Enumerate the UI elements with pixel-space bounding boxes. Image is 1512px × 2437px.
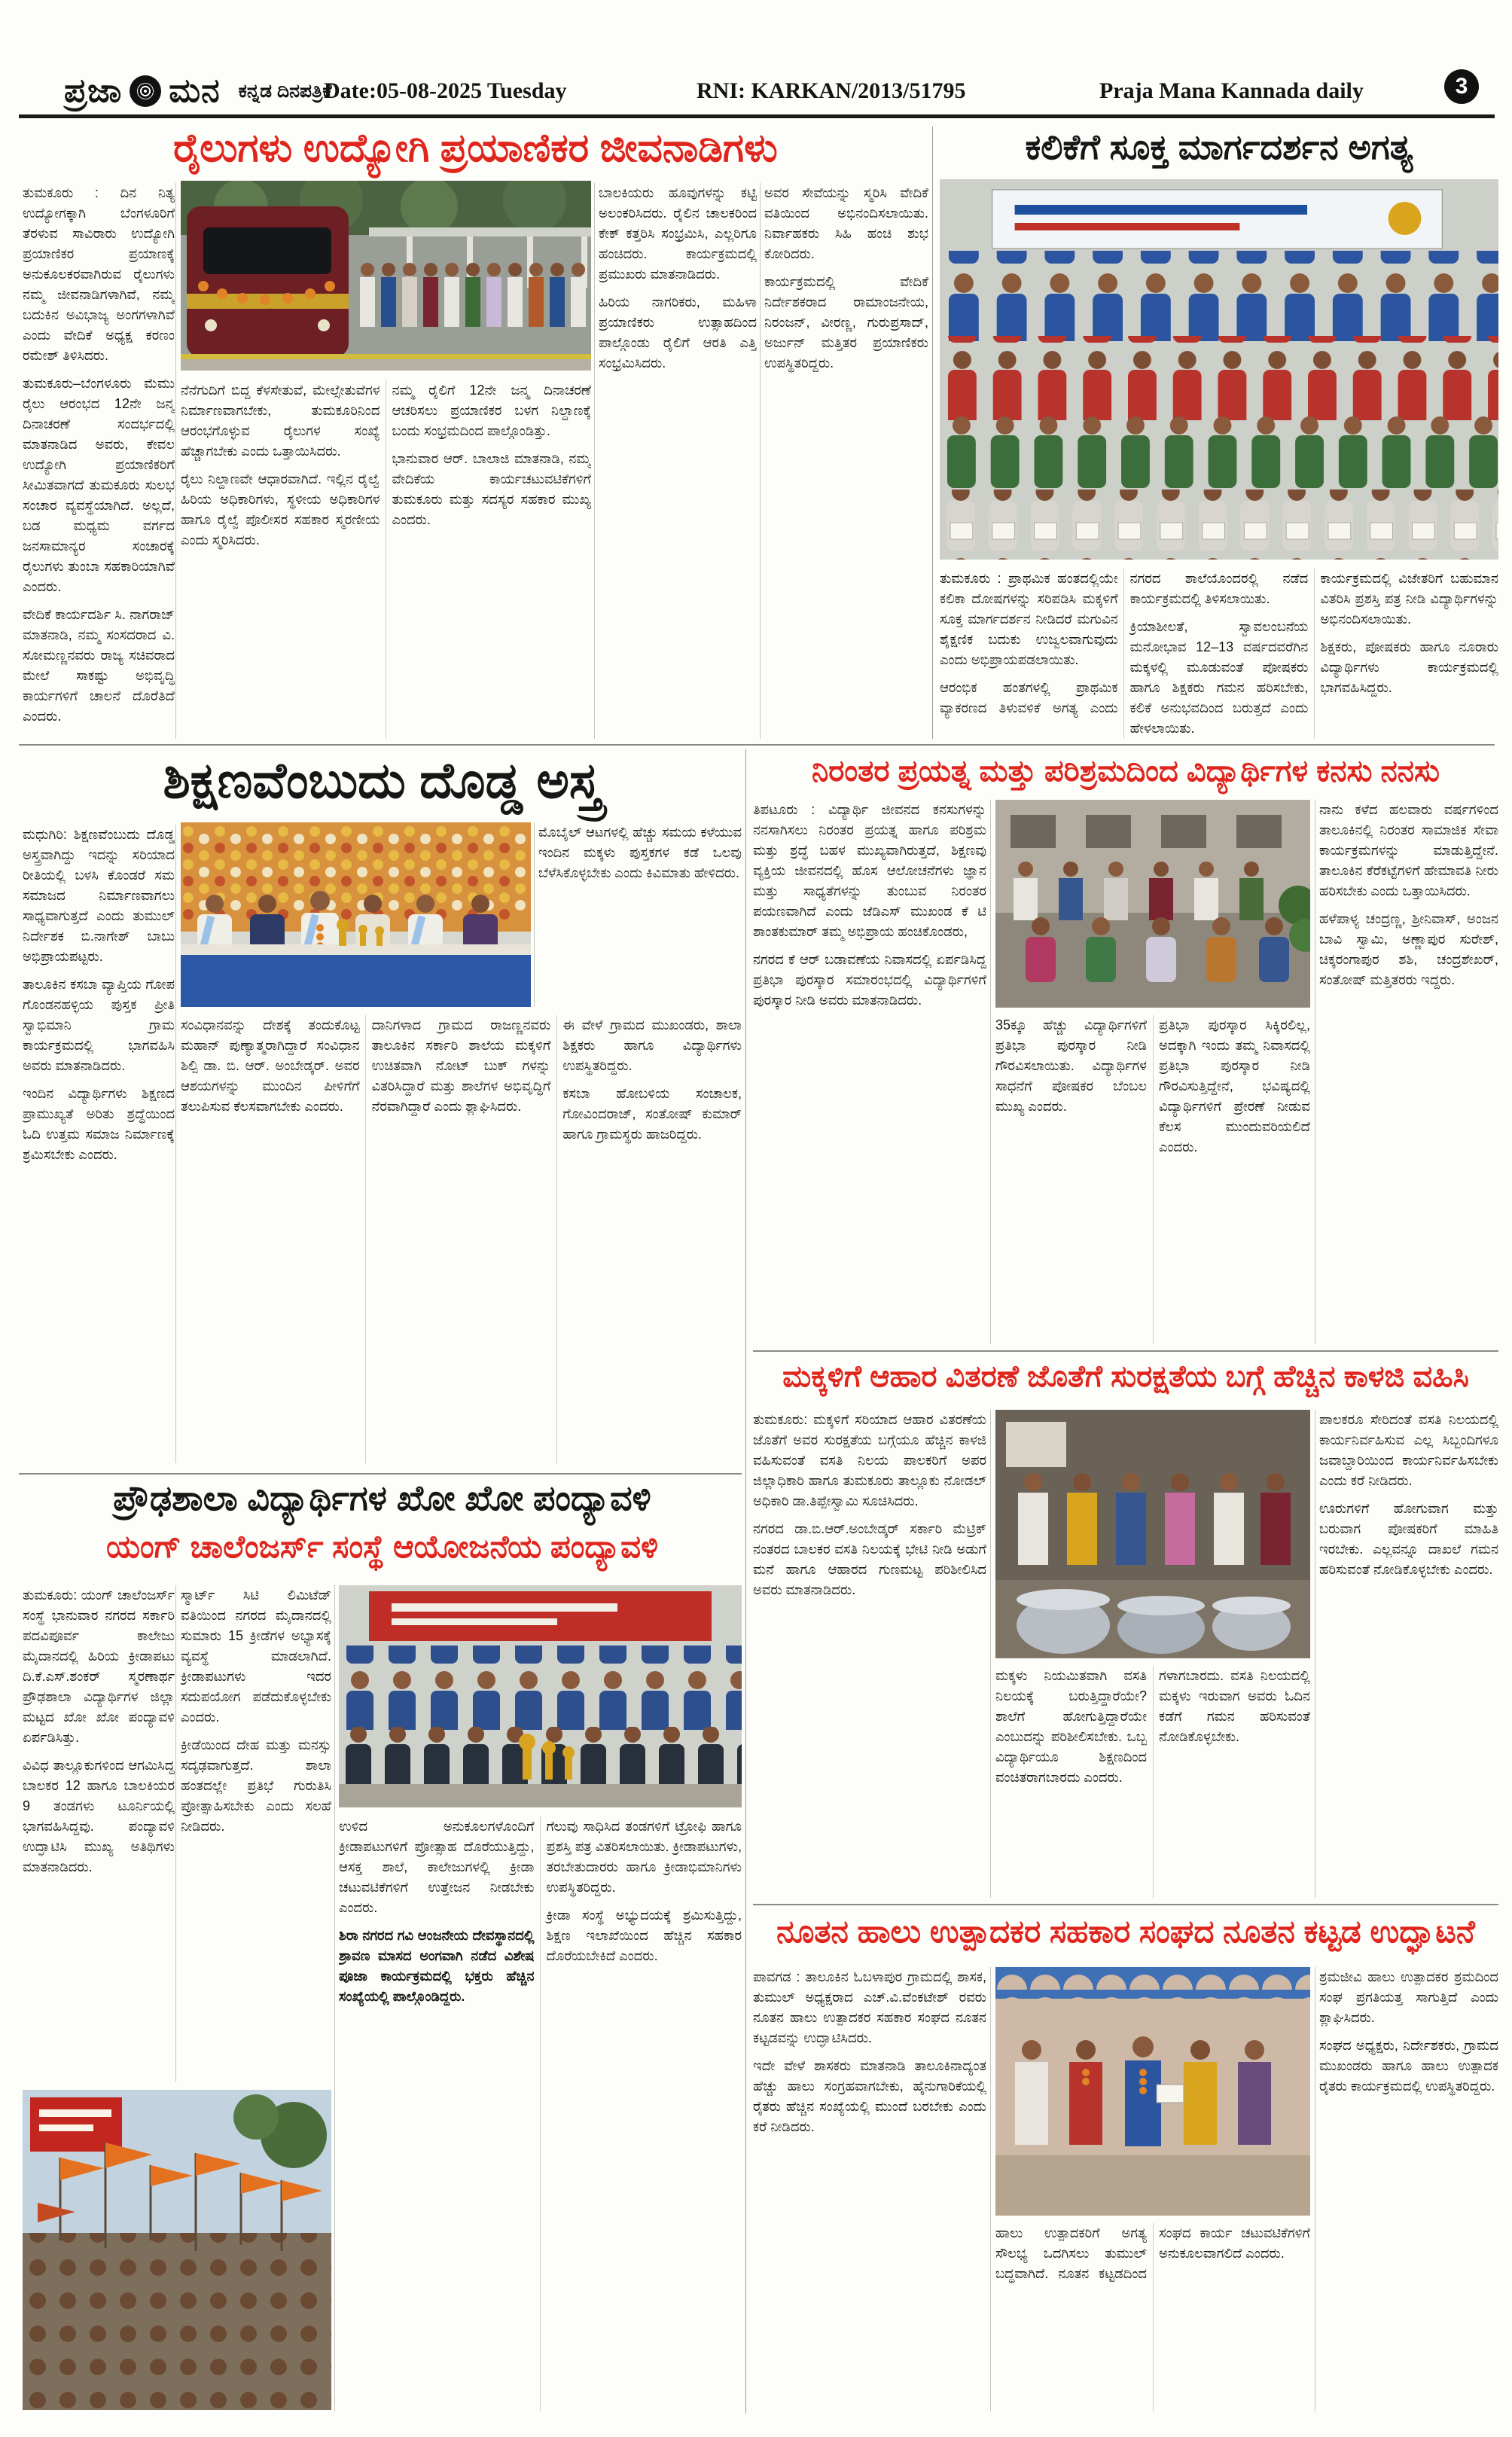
headline-khokho-article: ಪ್ರೌಢಶಾಲಾ ವಿದ್ಯಾರ್ಥಿಗಳ ಖೋ ಖೋ ಪಂದ್ಯಾವಳಿ [113, 1478, 651, 1517]
masthead-subtitle: ಕನ್ನಡ ದಿನಪತ್ರಿಕೆ [238, 80, 332, 102]
khokho-article-column-2 [181, 1585, 331, 2082]
subheadline-khokho-article: ಯಂಗ್ ಚಾಲೆಂಜರ್ಸ್ ಸಂಸ್ಥೆ ಆಯೋಜನೆಯ ಪಂದ್ಯಾವಳಿ [106, 1529, 658, 1564]
body-paragraph: ತಾಲೂಕಿನ ಕಸಬಾ ವ್ಯಾಪ್ತಿಯ ಗೋಪ ಗೊಂಡನಹಳ್ಳಿಯ ಪುಸ್ತಕ ಪ್ರೀತಿ ಸ್ವಾಭಿಮಾನಿ ಗ್ರಾಮ ಕಾರ್ಯಕ್ರಮದಲ್ಲಿ ಭಾಗವಹಿಸಿ ಅವರು ಮಾತನಾಡಿದರು. [23, 977, 175, 1073]
sira-temple-brief: ಶಿರಾ ನಗರದ ಗವಿ ಆಂಜನೇಯ ದೇವಸ್ಥಾನದಲ್ಲಿ ಶ್ರಾವಣ ಮಾಸದ ಅಂಗವಾಗಿ ನಡೆದ ವಿಶೇಷ ಪೂಜಾ ಕಾರ್ಯಕ್ರಮದಲ್ಲಿ ಭಕ್ತರು ಹೆಚ್ಚಿನ ಸಂಖ್ಯೆಯಲ್ಲಿ ಪಾಲ್ಗೊಂಡಿದ್ದರು. [339, 1928, 535, 2004]
headline-train-article: ರೈಲುಗಳು ಉದ್ಯೋಗಿ ಪ್ರಯಾಣಿಕರ ಜೀವನಾಡಿಗಳು [173, 127, 778, 170]
column-divider [175, 825, 176, 1463]
column-divider [175, 1585, 176, 2082]
body-paragraph: ಕಸಬಾ ಹೋಬಳಿಯ ಸಂಚಾಲಕ, ಗೋವಿಂದರಾಜ್, ಸಂತೋಷ್ ಕುಮಾರ್ ಹಾಗೂ ಗ್ರಾಮಸ್ಥರು ಹಾಜರಿದ್ದರು. [562, 1086, 742, 1142]
body-paragraph: ಅವರ ಸೇವೆಯನ್ನು ಸ್ಮರಿಸಿ ವೇದಿಕೆ ವತಿಯಿಂದ ಅಭಿನಂದಿಸಲಾಯಿತು. ನಿರ್ವಾಹಕರು ಸಿಹಿ ಹಂಚಿ ಶುಭ ಕೋರಿದರು. [764, 185, 928, 261]
rni-number: RNI: KARKAN/2013/51795 [697, 78, 966, 103]
khokho-article-column-1 [23, 1585, 175, 2082]
page-number-badge: 3 [1444, 69, 1479, 104]
milk-article-right-column [1319, 1967, 1498, 2411]
photo-children-certificates-group [940, 179, 1498, 560]
body-paragraph: ಇಂದಿನ ವಿದ್ಯಾರ್ಥಿಗಳು ಶಿಕ್ಷಣದ ಪ್ರಾಮುಖ್ಯತೆ ಅರಿತು ಶ್ರದ್ಧೆಯಿಂದ ಓದಿ ಉತ್ತಮ ಸಮಾಜ ನಿರ್ಮಾಣಕ್ಕೆ ಶ್ರಮಿಸಬೇಕು ಎಂದರು. [23, 1086, 175, 1162]
train-article-column-4 [599, 183, 757, 739]
khokho-paragraph: ಗೆಲುವು ಸಾಧಿಸಿದ ತಂಡಗಳಿಗೆ ಟ್ರೋಫಿ ಹಾಗೂ ಪ್ರಶಸ್ತಿ ಪತ್ರ ವಿತರಿಸಲಾಯಿತು. ಕ್ರೀಡಾಪಟುಗಳು, ತರಬೇತುದಾರರು ಹಾಗೂ ಕ್ರೀಡಾಭಿಮಾನಿಗಳು ಉಪಸ್ಥಿತರಿದ್ದರು. [546, 1819, 742, 1895]
body-paragraph: ತುಮಕೂರು–ಬೆಂಗಳೂರು ಮೆಮು ರೈಲು ಆರಂಭದ 12ನೇ ಜನ್ಮ ದಿನಾಚರಣೆ ಸಂದರ್ಭದಲ್ಲಿ ಮಾತನಾಡಿದ ಅವರು, ಕೇವಲ ಉದ್ಯೋಗಿ ಪ್ರಯಾಣಿಕರಿಗೆ ಸೀಮಿತವಾಗದೆ ತುಮಕೂರು ಸುಲಭ ಸಂಚಾರ ವ್ಯವಸ್ಥೆಯಾಗಿದೆ. ಅಲ್ಲದೆ, ಬಡ ಮಧ್ಯಮ ವರ್ಗದ ಜನಸಾಮಾನ್ಯರ ಸಂಚಾರಕ್ಕೆ ರೈಲುಗಳು ತುಂಬಾ ಸಹಕಾರಿಯಾಗಿವೆ ಎಂದರು. [23, 376, 175, 594]
column-divider [990, 800, 991, 1344]
body-paragraph: ಇದೇ ವೇಳೆ ಶಾಸಕರು ಮಾತನಾಡಿ ತಾಲೂಕಿನಾದ್ಯಂತ ಹೆಚ್ಚು ಹಾಲು ಸಂಗ್ರಹವಾಗಬೇಕು, ಹೈನುಗಾರಿಕೆಯಲ್ಲಿ ರೈತರು ಹೆಚ್ಚಿನ ಸಂಖ್ಯೆಯಲ್ಲಿ ಮುಂದೆ ಬರಬೇಕು ಎಂದು ಕರೆ ನೀಡಿದರು. [753, 2058, 986, 2134]
body-paragraph: 35ಕ್ಕೂ ಹೆಚ್ಚು ವಿದ್ಯಾರ್ಥಿಗಳಿಗೆ ಪ್ರತಿಭಾ ಪುರಸ್ಕಾರ ನೀಡಿ ಗೌರವಿಸಲಾಯಿತು. ವಿದ್ಯಾರ್ಥಿಗಳ ಸಾಧನೆಗೆ ಪೋಷಕರ ಬೆಂಬಲ ಮುಖ್ಯ ಎಂದರು. [995, 1017, 1147, 1114]
education-article-below-photo-columns [181, 1015, 742, 1463]
body-paragraph: ನೆನೆಗುದಿಗೆ ಬಿದ್ದ ಕೆಳಸೇತುವೆ, ಮೇಲ್ಸೇತುವೆಗಳ ನಿರ್ಮಾಣವಾಗಬೇಕು, ತುಮಕೂರಿನಿಂದ ಆರಂಭಗೊಳ್ಳುವ ರೈಲುಗಳ ಸಂಖ್ಯೆ ಹೆಚ್ಚಾಗಬೇಕು ಎಂದು ಒತ್ತಾಯಿಸಿದರು. [181, 383, 380, 459]
body-paragraph: ಹಳೆಪಾಳ್ಯ ಚಂದ್ರಣ್ಣ, ಶ್ರೀನಿವಾಸ್, ಅಂಜನ ಬಾವಿ ಸ್ವಾಮಿ, ಅಣ್ಣಾಪುರ ಸುರೇಶ್, ಚಿಕ್ಕರಂಗಾಪುರ ಶಶಿ, ಚಂದ್ರಶೇಖರ್, ಸಂತೋಷ್ ಮತ್ತಿತರರು ಇದ್ದರು. [1319, 911, 1498, 987]
section-rule [753, 1904, 1498, 1905]
body-paragraph: ಕಾರ್ಯಕ್ರಮದಲ್ಲಿ ವೇದಿಕೆ ನಿರ್ದೇಶಕರಾದ ರಾಮಾಂಜನೇಯ, ನಿರಂಜನ್, ವೀರಣ್ಣ, ಗುರುಪ್ರಸಾದ್, ಅರ್ಜುನ್ ಮತ್ತಿತರ ಪ್ರಯಾಣಿಕರು ಉಪಸ್ಥಿತರಿದ್ದರು. [764, 274, 928, 371]
headline-guidance-article: ಕಲಿಕೆಗೆ ಸೂಕ್ತ ಮಾರ್ಗದರ್ಶನ ಅಗತ್ಯ [1025, 127, 1413, 166]
body-paragraph: ಪ್ರತಿಭಾ ಪುರಸ್ಕಾರ ಸಿಕ್ಕಿರಲಿಲ್ಲ, ಅದಕ್ಕಾಗಿ ಇಂದು ತಮ್ಮ ನಿವಾಸದಲ್ಲಿ ಪ್ರತಿಭಾ ಪುರಸ್ಕಾರ ನೀಡಿ ಗೌರವಿಸುತ್ತಿದ್ದೇನೆ, ಭವಿಷ್ಯದಲ್ಲಿ ವಿದ್ಯಾರ್ಥಿಗಳಿಗೆ ಪ್ರೇರಣೆ ನೀಡುವ ಕೆಲಸ ಮುಂದುವರಿಯಲಿದೆ ಎಂದರು. [1159, 1017, 1310, 1154]
body-paragraph: ತುಮಕೂರು: ಯಂಗ್ ಚಾಲೆಂಜರ್ಸ್ ಸಂಸ್ಥೆ ಭಾನುವಾರ ನಗರದ ಸರ್ಕಾರಿ ಪದವಿಪೂರ್ವ ಕಾಲೇಜು ಮೈದಾನದಲ್ಲಿ ಹಿರಿಯ ಕ್ರೀಡಾಪಟು ದಿ.ಕೆ.ಎಸ್.ಶಂಕರ್ ಸ್ಮರಣಾರ್ಥ ಪ್ರೌಢಶಾಲಾ ವಿದ್ಯಾರ್ಥಿಗಳ ಜಿಲ್ಲಾ ಮಟ್ಟದ ಖೋ ಖೋ ಪಂದ್ಯಾವಳಿ ಏರ್ಪಡಿಸಿತ್ತು. [23, 1588, 175, 1745]
body-paragraph: ಸಂವಿಧಾನವನ್ನು ದೇಶಕ್ಕೆ ತಂದುಕೊಟ್ಟ ಮಹಾನ್ ಪುಣ್ಯಾತ್ಮರಾಗಿದ್ದಾರೆ ಸಂವಿಧಾನ ಶಿಲ್ಪಿ ಡಾ. ಬಿ. ಆರ್. ಅಂಬೇಡ್ಕರ್. ಅವರ ಆಶಯಗಳನ್ನು ಮುಂದಿನ ಪೀಳಿಗೆಗೆ ತಲುಪಿಸುವ ಕೆಲಸವಾಗಬೇಕು ಎಂದರು. [181, 1017, 360, 1114]
column-divider [534, 822, 535, 1007]
date-line: Date:05-08-2025 Tuesday [324, 78, 567, 103]
photo-students-felicitation-seated [995, 800, 1310, 1008]
khokho-paragraph: ಕ್ರೀಡಾ ಸಂಸ್ಥೆ ಅಭ್ಯುದಯಕ್ಕೆ ಶ್ರಮಿಸುತ್ತಿದ್ದು, ಶಿಕ್ಷಣ ಇಲಾಖೆಯಿಂದ ಹೆಚ್ಚಿನ ಸಹಕಾರ ದೊರೆಯಬೇಕಿದೆ ಎಂದರು. [546, 1908, 742, 1963]
food-article-below-photo-columns [995, 1666, 1310, 1898]
masthead-title-part1: ಪ್ರಜಾ [64, 72, 123, 109]
body-paragraph: ಈ ವೇಳೆ ಗ್ರಾಮದ ಮುಖಂಡರು, ಶಾಲಾ ಶಿಕ್ಷಕರು ಹಾಗೂ ವಿದ್ಯಾರ್ಥಿಗಳು ಉಪಸ್ಥಿತರಿದ್ದರು. [562, 1017, 742, 1073]
milk-article-column-1 [753, 1967, 986, 2411]
column-divider [990, 1967, 991, 2411]
column-divider [990, 1410, 991, 1898]
khokho-paragraph: ಉಳಿದ ಅನುಕೂಲಗಳೊಂದಿಗೆ ಕ್ರೀಡಾಪಟುಗಳಿಗೆ ಪ್ರೋತ್ಸಾಹ ದೊರೆಯುತ್ತಿದ್ದು, ಆಸಕ್ತ ಶಾಲೆ, ಕಾಲೇಜುಗಳಲ್ಲಿ ಕ್ರೀಡಾ ಚಟುವಟಿಕೆಗಳಿಗೆ ಉತ್ತೇಜನ ನೀಡಬೇಕು ಎಂದರು. [339, 1819, 535, 1915]
body-paragraph: ರೈಲು ನಿಲ್ದಾಣವೇ ಆಧಾರವಾಗಿದೆ. ಇಲ್ಲಿನ ರೈಲ್ವೆ ಹಿರಿಯ ಅಧಿಕಾರಿಗಳು, ಸ್ಥಳೀಯ ಅಧಿಕಾರಿಗಳ ಹಾಗೂ ರೈಲ್ವೆ ಪೊಲೀಸರ ಸಹಕಾರ ಸ್ಮರಣೀಯ ಎಂದು ಸ್ಮರಿಸಿದರು. [181, 471, 380, 547]
body-paragraph: ಪಾಲಕರೂ ಸೇರಿದಂತೆ ವಸತಿ ನಿಲಯದಲ್ಲಿ ಕಾರ್ಯನಿರ್ವಹಿಸುವ ಎಲ್ಲ ಸಿಬ್ಬಂದಿಗಳೂ ಜವಾಬ್ದಾರಿಯಿಂದ ಕಾರ್ಯನಿರ್ವಹಿಸಬೇಕು ಎಂದು ಕರೆ ನೀಡಿದರು. [1319, 1412, 1498, 1488]
body-paragraph: ಸ್ಮಾರ್ಟ್ ಸಿಟಿ ಲಿಮಿಟೆಡ್ ವತಿಯಿಂದ ನಗರದ ಮೈದಾನದಲ್ಲಿ ಸುಮಾರು 15 ಕ್ರೀಡೆಗಳ ಅಭ್ಯಾಸಕ್ಕೆ ವ್ಯವಸ್ಥೆ ಮಾಡಲಾಗಿದೆ. ಕ್ರೀಡಾಪಟುಗಳು ಇದರ ಸದುಪಯೋಗ ಪಡೆದುಕೊಳ್ಳಬೇಕು ಎಂದರು. [181, 1588, 331, 1725]
body-paragraph: ವಿವಿಧ ತಾಲ್ಲೂಕುಗಳಿಂದ ಆಗಮಿಸಿದ್ದ ಬಾಲಕರ 12 ಹಾಗೂ ಬಾಲಕಿಯರ 9 ತಂಡಗಳು ಟೂರ್ನಿಯಲ್ಲಿ ಭಾಗವಹಿಸಿದ್ದವು. ಪಂದ್ಯಾವಳಿ ಉದ್ಘಾಟಿಸಿ ಮುಖ್ಯ ಅತಿಥಿಗಳು ಮಾತನಾಡಿದರು. [23, 1758, 175, 1874]
headline-education-article: ಶಿಕ್ಷಣವೆಂಬುದು ದೊಡ್ಡ ಅಸ್ತ್ರ [163, 752, 602, 808]
article-divider-vertical [932, 127, 933, 739]
effort-article-column-1 [753, 800, 986, 1344]
train-article-below-photo-columns [181, 380, 591, 739]
body-paragraph: ನಗರದ ಕೆ ಆರ್ ಬಡಾವಣೆಯ ನಿವಾಸದಲ್ಲಿ ಏರ್ಪಡಿಸಿದ್ದ ಪ್ರತಿಭಾ ಪುರಸ್ಕಾರ ಸಮಾರಂಭದಲ್ಲಿ ವಿದ್ಯಾರ್ಥಿಗಳಿಗೆ ಪುರಸ್ಕಾರ ನೀಡಿ ಅವರು ಮಾತನಾಡಿದರು. [753, 952, 986, 1008]
effort-article-below-photo-columns [995, 1015, 1310, 1344]
body-paragraph: ಹಿರಿಯ ನಾಗರಿಕರು, ಮಹಿಳಾ ಪ್ರಯಾಣಿಕರು ಉತ್ಸಾಹದಿಂದ ಪಾಲ್ಗೊಂಡು ರೈಲಿಗೆ ಆರತಿ ಎತ್ತಿ ಸಂಭ್ರಮಿಸಿದರು. [599, 294, 757, 371]
body-paragraph: ಮಧುಗಿರಿ: ಶಿಕ್ಷಣವೆಂಬುದು ದೊಡ್ಡ ಅಸ್ತ್ರವಾಗಿದ್ದು ಇದನ್ನು ಸರಿಯಾದ ರೀತಿಯಲ್ಲಿ ಬಳಸಿ ಕೊಂಡರೆ ಸಮ ಸಮಾಜದ ನಿರ್ಮಾಣವಾಗಲು ಸಾಧ್ಯವಾಗುತ್ತದೆ ಎಂದು ತುಮುಲ್ ನಿರ್ದೇಶಕ ಬಿ.ನಾಗೇಶ್ ಬಾಬು ಅಭಿಪ್ರಾಯಪಟ್ಟರು. [23, 827, 175, 964]
body-paragraph: ಶ್ರಮಜೀವಿ ಹಾಲು ಉತ್ಪಾದಕರ ಶ್ರಮದಿಂದ ಸಂಘ ಪ್ರಗತಿಯತ್ತ ಸಾಗುತ್ತಿದೆ ಎಂದು ಶ್ಲಾಘಿಸಿದರು. [1319, 1969, 1498, 2025]
milk-article-below-photo-columns [995, 2223, 1310, 2411]
column-divider [760, 183, 761, 739]
body-paragraph: ನಾನು ಕಳೆದ ಹಲವಾರು ವರ್ಷಗಳಿಂದ ತಾಲೂಕಿನಲ್ಲಿ ನಿರಂತರ ಸಾಮಾಜಿಕ ಸೇವಾ ಕಾರ್ಯಕ್ರಮಗಳನ್ನು ಮಾಡುತ್ತಿದ್ದೇನೆ. ತಾಲೂಕಿನ ಕೆರೆಕಟ್ಟೆಗಳಿಗೆ ಹೇಮಾವತಿ ನೀರು ಹರಿಸಬೇಕು ಎಂದು ಒತ್ತಾಯಿಸಿದರು. [1319, 802, 1498, 898]
section-rule [753, 1350, 1498, 1352]
train-article-column-5 [764, 183, 928, 739]
section-rule [19, 744, 1495, 746]
body-paragraph: ನಗರದ ಡಾ.ಬಿ.ಆರ್.ಅಂಬೇಡ್ಕರ್ ಸರ್ಕಾರಿ ಮೆಟ್ರಿಕ್ ನಂತರದ ಬಾಲಕರ ವಸತಿ ನಿಲಯಕ್ಕೆ ಭೇಟಿ ನೀಡಿ ಅಡುಗೆ ಮನೆ ಹಾಗೂ ಆಹಾರದ ಗುಣಮಟ್ಟ ಪರಿಶೀಲಿಸಿದ ಅವರು ಮಾತನಾಡಿದರು. [753, 1521, 986, 1597]
body-paragraph: ತುಮಕೂರು : ಪ್ರಾಥಮಿಕ ಹಂತದಲ್ಲಿಯೇ ಕಲಿಕಾ ದೋಷಗಳನ್ನು ಸರಿಪಡಿಸಿ ಮಕ್ಕಳಿಗೆ ಸೂಕ್ತ ಮಾರ್ಗದರ್ಶನ ನೀಡಿದರೆ ಮಗುವಿನ ಶೈಕ್ಷಣಿಕ ಬದುಕು ಉಜ್ವಲವಾಗುವುದು ಎಂದು ಅಭಿಪ್ರಾಯಪಡಲಾಯಿತು. [940, 571, 1118, 667]
body-paragraph: ಸಂಘದ ಅಧ್ಯಕ್ಷರು, ನಿರ್ದೇಶಕರು, ಗ್ರಾಮದ ಮುಖಂಡರು ಹಾಗೂ ಹಾಲು ಉತ್ಪಾದಕ ರೈತರು ಕಾರ್ಯಕ್ರಮದಲ್ಲಿ ಉಪಸ್ಥಿತರಿದ್ದರು. [1319, 2038, 1498, 2094]
column-divider [175, 183, 176, 739]
photo-milk-society-inauguration [995, 1967, 1310, 2216]
body-paragraph: ಭಾನುವಾರ ಆರ್. ಬಾಲಾಜಿ ಮಾತನಾಡಿ, ನಮ್ಮ ವೇದಿಕೆಯ ಕಾರ್ಯಚಟುವಟಿಕೆಗಳಿಗೆ ತುಮಕೂರು ಮತ್ತು ಸದಸ್ಯರ ಸಹಕಾರ ಮುಖ್ಯ ಎಂದರು. [392, 451, 591, 527]
body-paragraph: ಆರಂಭಿಕ ಹಂತಗಳಲ್ಲಿ ಪ್ರಾಥಮಿಕ ವ್ಯಾಕರಣದ ತಿಳುವಳಿಕೆ ಅಗತ್ಯ ಎಂದು ನಗರದ ಶಾಲೆಯೊಂದರಲ್ಲಿ ನಡೆದ ಕಾರ್ಯಕ್ರಮದಲ್ಲಿ ತಿಳಿಸಲಾಯಿತು. [940, 571, 1309, 715]
photo-stage-function-dignitaries [181, 822, 531, 1007]
article-divider-vertical [745, 749, 746, 2414]
headline-food-article: ಮಕ್ಕಳಿಗೆ ಆಹಾರ ವಿತರಣೆ ಜೊತೆಗೆ ಸುರಕ್ಷತೆಯ ಬಗ್ಗೆ ಹೆಚ್ಚಿನ ಕಾಳಜಿ ವಹಿಸಿ [782, 1360, 1469, 1393]
education-article-column-1 [23, 825, 175, 1463]
education-article-right-column [538, 822, 742, 1007]
body-paragraph: ವೇದಿಕೆ ಕಾರ್ಯದರ್ಶಿ ಸಿ. ನಾಗರಾಜ್ ಮಾತನಾಡಿ, ನಮ್ಮ ಸಂಸದರಾದ ವಿ. ಸೋಮಣ್ಣನವರು ರಾಜ್ಯ ಸಚಿವರಾದ ಮೇಲೆ ಸಾಕಷ್ಟು ಅಭಿವೃದ್ಧಿ ಕಾರ್ಯಗಳಿಗೆ ಚಾಲನೆ ದೊರೆತಿದೆ ಎಂದರು. [23, 607, 175, 724]
masthead-logo-icon [130, 75, 161, 107]
body-paragraph: ಊರುಗಳಿಗೆ ಹೋಗುವಾಗ ಮತ್ತು ಬರುವಾಗ ಪೋಷಕರಿಗೆ ಮಾಹಿತಿ ಇರಬೇಕು. ಎಲ್ಲವನ್ನೂ ದಾಖಲೆ ಗಮನ ಹರಿಸುವಂತೆ ನೋಡಿಕೊಳ್ಳಬೇಕು ಎಂದರು. [1319, 1501, 1498, 1577]
body-paragraph: ಕ್ರಿಯಾಶೀಲತೆ, ಸ್ವಾವಲಂಬನೆಯ ಮನೋಭಾವ 12–13 ವರ್ಷದವರೆಗಿನ ಮಕ್ಕಳಲ್ಲಿ ಮೂಡುವಂತೆ ಪೋಷಕರು ಹಾಗೂ ಶಿಕ್ಷಕರು ಗಮನ ಹರಿಸಬೇಕು, ಕಲಿಕೆ ಅನುಭವದಿಂದ ಬರುತ್ತದೆ ಎಂದು ಹೇಳಲಾಯಿತು. [1129, 619, 1309, 736]
body-paragraph: ಕ್ರೀಡೆಯಿಂದ ದೇಹ ಮತ್ತು ಮನಸ್ಸು ಸದೃಢವಾಗುತ್ತದೆ. ಶಾಲಾ ಹಂತದಲ್ಲೇ ಪ್ರತಿಭೆ ಗುರುತಿಸಿ ಪ್ರೋತ್ಸಾಹಿಸಬೇಕು ಎಂದು ಸಲಹೆ ನೀಡಿದರು. [181, 1737, 331, 1834]
body-paragraph: ನಮ್ಮ ರೈಲಿಗೆ 12ನೇ ಜನ್ಮ ದಿನಾಚರಣೆ ಆಚರಿಸಲು ಪ್ರಯಾಣಿಕರ ಬಳಗ ನಿಲ್ದಾಣಕ್ಕೆ ಬಂದು ಸಂಭ್ರಮದಿಂದ ಪಾಲ್ಗೊಂಡಿತ್ತು. [392, 383, 591, 438]
photo-train-anniversary-event [181, 181, 591, 371]
masthead [64, 72, 332, 110]
headline-milk-article: ನೂತನ ಹಾಲು ಉತ್ಪಾದಕರ ಸಹಕಾರ ಸಂಘದ ನೂತನ ಕಟ್ಟಡ ಉದ್ಘಾಟನೆ [776, 1914, 1475, 1949]
photo-hostel-food-inspection [995, 1410, 1310, 1658]
body-paragraph: ಶಿಕ್ಷಕರು, ಪೋಷಕರು ಹಾಗೂ ನೂರಾರು ವಿದ್ಯಾರ್ಥಿಗಳು ಕಾರ್ಯಕ್ರಮದಲ್ಲಿ ಭಾಗವಹಿಸಿದ್ದರು. [1320, 639, 1498, 695]
column-divider [594, 183, 595, 739]
body-paragraph: ದಾನಿಗಳಾದ ಗ್ರಾಮದ ರಾಜಣ್ಣನವರು ತಾಲೂಕಿನ ಸರ್ಕಾರಿ ಶಾಲೆಯ ಮಕ್ಕಳಿಗೆ ಉಚಿತವಾಗಿ ನೋಟ್ ಬುಕ್ ಗಳನ್ನು ವಿತರಿಸಿದ್ದಾರೆ ಮತ್ತು ಶಾಲೆಗಳ ಅಭಿವೃದ್ಧಿಗೆ ನೆರವಾಗಿದ್ದಾರೆ ಎಂದು ಶ್ಲಾಘಿಸಿದರು. [371, 1017, 551, 1114]
photo-khokho-teams-trophies [339, 1585, 742, 1807]
body-paragraph: ಹಾಲು ಉತ್ಪಾದಕರಿಗೆ ಅಗತ್ಯ ಸೌಲಭ್ಯ ಒದಗಿಸಲು ತುಮುಲ್ ಬದ್ಧವಾಗಿದೆ. ನೂತನ ಕಟ್ಟಡದಿಂದ ಸಂಘದ ಕಾರ್ಯ ಚಟುವಟಿಕೆಗಳಿಗೆ ಅನುಕೂಲವಾಗಲಿದೆ ಎಂದರು. [995, 2225, 1310, 2281]
food-article-column-1 [753, 1410, 986, 1898]
masthead-title-part2: ಮನ [169, 72, 221, 109]
khokho-article-below-photo-columns [339, 1816, 742, 2411]
body-paragraph: ಮೊಬೈಲ್ ಆಟಗಳಲ್ಲಿ ಹೆಚ್ಚು ಸಮಯ ಕಳೆಯುವ ಇಂದಿನ ಮಕ್ಕಳು ಪುಸ್ತಕಗಳ ಕಡೆ ಒಲವು ಬೆಳೆಸಿಕೊಳ್ಳಬೇಕು ಎಂದು ಕಿವಿಮಾತು ಹೇಳಿದರು. [538, 825, 742, 880]
headline-effort-article: ನಿರಂತರ ಪ್ರಯತ್ನ ಮತ್ತು ಪರಿಶ್ರಮದಿಂದ ವಿದ್ಯಾರ್ಥಿಗಳ ಕನಸು ನನಸು [812, 755, 1440, 788]
body-paragraph: ಬಾಲಕಿಯರು ಹೂವುಗಳನ್ನು ಕಟ್ಟಿ ಅಲಂಕರಿಸಿದರು. ರೈಲಿನ ಚಾಲಕರಿಂದ ಕೇಕ್ ಕತ್ತರಿಸಿ ಸಂಭ್ರಮಿಸಿ, ಎಲ್ಲರಿಗೂ ಹಂಚಿದರು. ಕಾರ್ಯಕ್ರಮದಲ್ಲಿ ಪ್ರಮುಖರು ಮಾತನಾಡಿದರು. [599, 185, 757, 282]
paper-title-english: Praja Mana Kannada daily [1099, 78, 1364, 103]
body-paragraph: ಕಾರ್ಯಕ್ರಮದಲ್ಲಿ ವಿಜೇತರಿಗೆ ಬಹುಮಾನ ವಿತರಿಸಿ ಪ್ರಶಸ್ತಿ ಪತ್ರ ನೀಡಿ ವಿದ್ಯಾರ್ಥಿಗಳನ್ನು ಅಭಿನಂದಿಸಲಾಯಿತು. [1320, 571, 1498, 627]
body-paragraph: ಗಳಾಗಬಾರದು. ವಸತಿ ನಿಲಯದಲ್ಲಿ ಮಕ್ಕಳು ಇರುವಾಗ ಅವರು ಓದಿನ ಕಡೆಗೆ ಗಮನ ಹರಿಸುವಂತೆ ನೋಡಿಕೊಳ್ಳಬೇಕು. [1159, 1668, 1310, 1744]
effort-article-right-column [1319, 800, 1498, 1344]
body-paragraph: ತುಮಕೂರು : ದಿನ ನಿತ್ಯ ಉದ್ಯೋಗಕ್ಕಾಗಿ ಬೆಂಗಳೂರಿಗೆ ತೆರಳುವ ಸಾವಿರಾರು ಉದ್ಯೋಗಿ ಪ್ರಯಾಣಿಕರ ಪ್ರಯಾಣಕ್ಕೆ ಅನುಕೂಲಕರವಾಗಿರುವ ರೈಲುಗಳು ನಮ್ಮ ಜೀವನಾಡಿಗಳಾಗಿವೆ, ನಮ್ಮ ಬದುಕಿನ ಅವಿಭಾಜ್ಯ ಅಂಗಗಳಾಗಿವೆ ಎಂದು ವೇದಿಕೆ ಅಧ್ಯಕ್ಷ ಕರಣಂ ರಮೇಶ್ ತಿಳಿಸಿದರು. [23, 185, 175, 363]
body-paragraph: ತಿಪಟೂರು : ವಿದ್ಯಾರ್ಥಿ ಜೀವನದ ಕನಸುಗಳನ್ನು ನನಸಾಗಿಸಲು ನಿರಂತರ ಪ್ರಯತ್ನ ಹಾಗೂ ಪರಿಶ್ರಮ ಮತ್ತು ಶ್ರದ್ಧೆ ಬಹಳ ಮುಖ್ಯವಾಗಿರುತ್ತದೆ, ಶಿಕ್ಷಣವು ವ್ಯಕ್ತಿಯ ಜೀವನದಲ್ಲಿ ಹೊಸ ಆಲೋಚನೆಗಳು ಜ್ಞಾನ ಮತ್ತು ಸಾಧ್ಯತೆಗಳನ್ನು ತುಂಬುವ ನಿರಂತರ ಪಯಣವಾಗಿದೆ ಎಂದು ಜೆಡಿಎಸ್ ಮುಖಂಡ ಕೆ ಟಿ ಶಾಂತಕುಮಾರ್ ತಮ್ಮ ಅಭಿಪ್ರಾಯ ಹಂಚಿಕೊಂಡರು, [753, 802, 986, 939]
train-article-column-1 [23, 183, 175, 739]
header-rule [19, 114, 1495, 118]
photo-saffron-flags-procession [23, 2090, 331, 2410]
guidance-article-columns [940, 569, 1498, 739]
body-paragraph: ಪಾವಗಡ : ತಾಲೂಕಿನ ಓಬಳಾಪುರ ಗ್ರಾಮದಲ್ಲಿ ಶಾಸಕ, ತುಮುಲ್ ಅಧ್ಯಕ್ಷರಾದ ಎಚ್.ವಿ.ವೆಂಕಟೇಶ್ ರವರು ನೂತನ ಹಾಲು ಉತ್ಪಾದಕರ ಸಹಕಾರ ಸಂಘದ ನೂತನ ಕಟ್ಟಡವನ್ನು ಉದ್ಘಾಟಿಸಿದರು. [753, 1969, 986, 2045]
column-divider [334, 1585, 335, 2411]
section-rule [19, 1473, 742, 1475]
body-paragraph: ತುಮಕೂರು: ಮಕ್ಕಳಿಗೆ ಸರಿಯಾದ ಆಹಾರ ವಿತರಣೆಯ ಜೊತೆಗೆ ಅವರ ಸುರಕ್ಷತೆಯ ಬಗ್ಗೆಯೂ ಹೆಚ್ಚಿನ ಕಾಳಜಿ ವಹಿಸುವಂತೆ ವಸತಿ ನಿಲಯ ಪಾಲಕರಿಗೆ ಅಪರ ಜಿಲ್ಲಾಧಿಕಾರಿ ಹಾಗೂ ತುಮಕೂರು ತಾಲ್ಲೂಕು ನೋಡಲ್ ಅಧಿಕಾರಿ ಡಾ.ತಿಪ್ಪೇಸ್ವಾಮಿ ಸೂಚಿಸಿದರು. [753, 1412, 986, 1508]
food-article-right-column [1319, 1410, 1498, 1898]
body-paragraph: ಮಕ್ಕಳು ನಿಯಮಿತವಾಗಿ ವಸತಿ ನಿಲಯಕ್ಕೆ ಬರುತ್ತಿದ್ದಾರೆಯೇ? ಶಾಲೆಗೆ ಹೋಗುತ್ತಿದ್ದಾರೆಯೇ ಎಂಬುದನ್ನು ಪರಿಶೀಲಿಸಬೇಕು. ಒಬ್ಬ ವಿದ್ಯಾರ್ಥಿಯೂ ಶಿಕ್ಷಣದಿಂದ ವಂಚಿತರಾಗಬಾರದು ಎಂದರು. [995, 1668, 1147, 1785]
